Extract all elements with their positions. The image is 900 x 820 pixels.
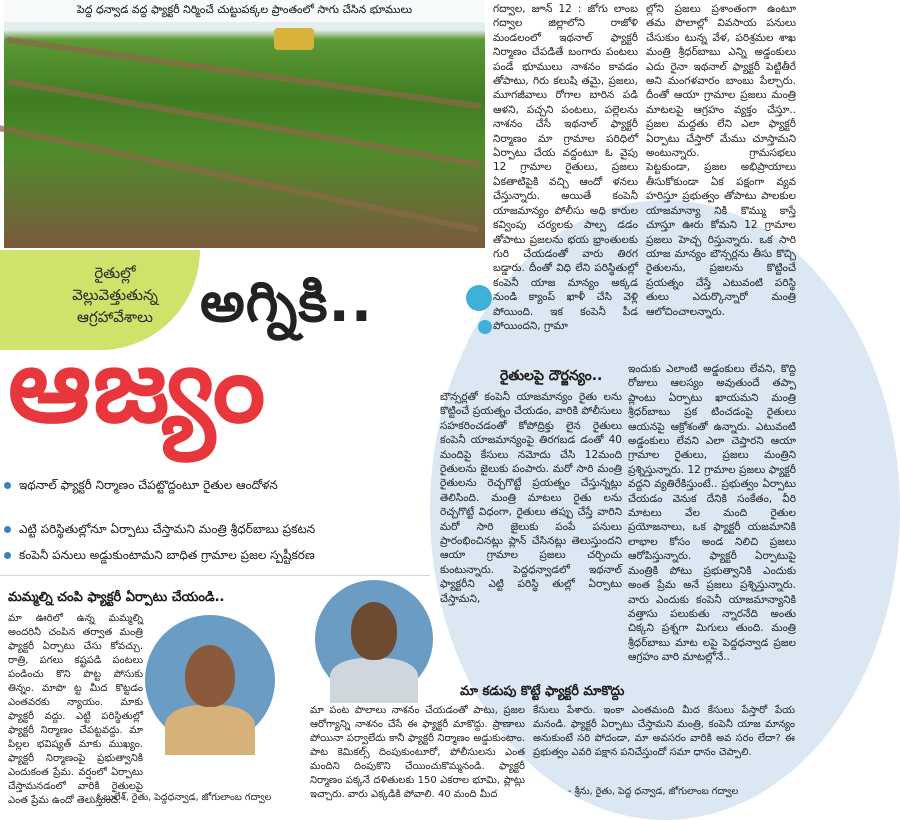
furrow-1 (6, 37, 482, 110)
furrow-2 (7, 78, 481, 167)
headline-main: ఆజ్యం (8, 324, 268, 446)
bullet-dot-icon (4, 482, 11, 489)
dot-icon-small (478, 320, 492, 334)
article-column-1: గద్వాల, జూన్ 12 : జోగు లాంబ గద్వాల జిల్లాలోని రాజోళి మండలంలో ఇథనాల్ ఫ్యాక్టరీ నిర్మాణం చేపడితే బంగారు పంటలు పండే భూములు నాశనం కావడం తోపాటు, గిరు కలుషి తమై, ప్రజలు, మూగజీవాలు రోగాల బారిన పడి ఆళని, పచ్చని పంటలు, పల్లెలను నాశనం చేసే ఇథనాల్ ఫ్యాక్టరీ నిర్మాణం మా గ్రామాల పరిధిలో ఏర్పాటు చేయ వద్దంటూ ఓ వైపు 12 గ్రామాల రైతులు, ప్రజలు ఏకతాటిపైకి వచ్చి ఆందో ళనలు చేస్తున్నారు. అయితే కంపెనీ యాజమాన్యం పోలీసు అధి కారుల కవ్వింపు చర్యలకు పాల్ప డడం తోపాటు ప్రజలను భయ భ్రాంతులకు గురి చేయడంతో వారు తిరగ బడ్డారు. దీంతో విధి లేని పరిస్థితుల్లో కంపెనీ యాజ మాన్యం అక్కడ నుండి క్యాంప్ ఖాళీ చేసి వెళ్లి పోయింది. ఇక కంపెనీ పీడ పోయిందని, గ్రామా (493, 3, 638, 332)
quote1-heading: మమ్మల్ని చంపి ఫ్యాక్టరీ ఏర్పాటు చేయండి.. (8, 590, 225, 605)
bullet-2: ఎట్టి పరిస్థితుల్లోనూ ఏర్పాటు చేస్తామని మంత్రి శ్రీధర్‌బాబు ప్రకటన (4, 522, 444, 539)
dot-icon (466, 285, 492, 311)
article-column-2: ల్లోని ప్రజలు ప్రశాంతంగా ఉంటూ తమ పొలాల్లో వివసాయ పనులు చేసుకుం టున్న వేళ, పరిశ్రమల శాఖ మంత్రి శ్రీధర్‌బాబు ఎన్ని అడ్డంకులు ఎదు రైనా ఇథనాల్ ఫ్యాక్టరీ పెట్టితీరే అని మంగళవారం బాంబు పేల్చారు. దీంతో ఆయా గ్రామాల ప్రజలు మంత్రి మాటలపై ఆగ్రహం వ్యక్తం చేస్తూ.. ప్రజల మద్దతు లేని ఎలా ఫ్యాక్టరీ ఏర్పాటు చేస్తారో మేము చూస్తామని అంటున్నారు. గ్రామసభలు పెట్టకుండా, ప్రజల అభిప్రాయాలు తీసుకోకుండా ఏక పక్షంగా వ్యవ హరిస్తూ ప్రభుత్వం తోపాటు పాలకుల యాజమాన్యా నికి కొమ్ము కాస్తే చూస్తూ ఊరు కోమని 12 గ్రామాల ప్రజలు హెచ్చ రిస్తున్నారు. ఒక సారి యాజ మాన్యం బౌన్సర్లను తీసు కొచ్చి రైతులను, ప్రజలను కొట్టించే ప్రయత్నం చేస్తే ఎటువంటి పరిస్థి తులు ఎదుర్కొన్నారో మంత్రి ఆలోచించాలన్నారు. (646, 3, 796, 318)
divider (0, 575, 430, 576)
bullet-dot-icon (4, 526, 11, 533)
bullet-dot-icon (4, 552, 11, 559)
bullet-1: ఇథనాల్ ఫ్యాక్టరీ నిర్మాణం చేపట్టొద్దంటూ రైతుల ఆందోళన (4, 478, 424, 495)
farmer-portrait-2 (315, 580, 433, 698)
furrow-3 (0, 123, 479, 233)
section2-column-1: బౌన్సర్లతో కంపెనీ యాజమాన్యం రైతు లను కొట్టించే ప్రయత్నం చేయడం, వారికి పోలీసులు సహకరించడంతో కోపోద్రిక్తు లైన రైతులు కంపెనీ యాజమాన్యంపై తిరగబడ డంతో 40 మందిపై కేసులు నమోదు చేసి 12మంది రైతులను జైలుకు పంపారు. మరో సారి మంత్రి రైతులను రెచ్చగొట్టే ప్రయత్నం చేస్తున్నట్లు తెలిసింది. మంత్రి మాటలు రైతు లను రెచ్చగొట్టే విధంగా, రైతులు తప్పు చేస్తే వారిని మరో సారి జైలుకు పంపే పనులు ప్రారంభించినట్లు ప్లాన్ చేసినట్లు తెలుస్తుందని ఆయా గ్రామాల ప్రజలు చర్చించు కుంటున్నారు. పెద్దధన్వాడలో ఇథనాల్ ఫ్యాక్టరీని ఎట్టి పరిస్థి తుల్లో ఏర్పాటు చేస్తామని, (440, 391, 622, 605)
badge-line-1: రైతుల్లో (94, 264, 136, 282)
farmer-portrait-1 (145, 615, 275, 745)
bullet-3: కంపెనీ పనులు అడ్డుకుంటామని బాధిత గ్రామాల ప్రజల స్పష్టీకరణ (4, 548, 444, 565)
quote2-heading: మా కడుపు కొట్టే ఫ్యాక్టరీ మాకొద్దు (460, 684, 625, 699)
quote1-signature: - ఓబులేశ్, రైతు, పెద్దధన్వాడ, జోగులాంబ గద్వాల (90, 792, 272, 803)
tractor-icon (274, 28, 314, 50)
quote2-signature: - శ్రీను, రైతు, పెద్ద ధన్వాడ, జోగులాంబ గద్వాల (568, 786, 739, 797)
field-photo (4, 0, 485, 248)
headline-top: అగ్నికి.. (200, 270, 374, 335)
badge-line-3: ఆగ్రహావేశాలు (77, 308, 153, 326)
subhead-badge-text (10, 262, 220, 328)
quote1-text: మా ఊరిలో ఉన్న మమ్మల్ని అందరినీ చంపిన తర్వాత మంత్రి ఫ్యాక్టరీ ఏర్పాటు చేసు కోవచ్చు. రాత్రి, పగలు కష్టపడి పంటలు పండించు కొని పొట్ట పోసుకు తిన్నం. మాపొ ట్ట మీద కొట్టడం ఎంతవరకు న్యాయం. మాకు ఫ్యాక్టరీ వద్దు. ఎట్టి పరిస్థితుల్లో ఫ్యాక్టరీ నిర్మాణం చేపట్టవద్దు. మా పిల్లల భవిష్యత్ మాకు ముఖ్యం. ఫ్యాక్టరీ నిర్మాణంపై ప్రభుత్వానికి ఎందుకంత ప్రేమ. వర్షంలో ఏర్పాటు చేస్తామనడంలో వారికి రైతులపై ఎంత ప్రేమ ఉందో తెలుస్తుంది. (8, 613, 143, 806)
quote2-text-b: కేసులు పేశారు. ఇంకా ఎంతమంది మీద కేసులు పేస్తారో పేయ మనండి. ఫ్యాక్టరీ ఏర్పాటు చేస్తామని మంత్రి, కంపెనీ యాజ మాన్యం అనుకుంటే సరి పోదండా, మా అవసరం వారికి అవ సరం లేదా? ఈ ప్రభుత్వం ఎవరి పక్షాన పనిచేస్తుందో సమా ధానం చెప్పాలి. (533, 705, 795, 758)
quote2-text-a: మా పంట పొలాలు నాశనం చేయడంతో పాటు, ప్రజల ఆరోగ్యాన్ని నాశనం చేసే ఈ ఫ్యాక్టరీ మాకొద్దు. ప్రాణాలు పోయినా పర్వాలేదు కానీ ఫ్యాక్టరీ నిర్మాణం అడ్డుకుంటాం. పాట కెమికల్స్ దింపుకుంటూరో, పోలీసులను ఎంత మందిని దింపుకొని చేయించుకొమ్మనండి. ఫ్యాక్టరీ నిర్మాణం పక్కనే దళితులకు 150 ఎకరాల భూమి, ప్లాట్లు ఇచ్చారు. వారు ఎక్కడికి పోవాలి. 40 మంది మీద (310, 705, 525, 800)
section2-heading: రైతులపై దౌర్జన్యం.. (500, 368, 603, 384)
photo-caption: పెద్ద ధన్వాడ వద్ద ఫ్యాక్టరీ నిర్మించే చుట్టుపక్కల ప్రాంతంలో సాగు చేసిన భూములు (4, 0, 485, 22)
badge-line-2: వెల్లువెత్తుతున్న (72, 286, 158, 304)
section2-column-2: ఇందుకు ఎలాంటి అడ్డంకులు లేవని, కొద్ది రోజులు ఆలస్యం అవుతుందే తప్పా ప్లాంటు ఏర్పాటు ఖాయమని మంత్రి శ్రీధర్‌బాబు ప్రక టించడంపై రైతులు ఆయనపై ఆక్రోశంతో ఉన్నారు. ఎటువంటి అడ్డంకులు లేవని ఎలా చెప్తారని ఆయా గ్రామాల రైతులు, ప్రజలు మంత్రిని ప్రశ్నిస్తున్నారు. 12 గ్రామాల ప్రజలు ఫ్యాక్టరీ వద్దని వ్యతిరేకిస్తుంటే.. ప్రభుత్వం ఏర్పాటు చేయడం వెనుక దేనికి సంకేతం, వీరి మాటలు వేల మంది రైతుల ప్రయోజనాలు, ఒక ఫ్యాక్టరీ యజమానికి లాభాల కోసం అండ నిలిచి ప్రజలు ఆరోపిస్తున్నారు. ఫ్యాక్టరీ ఏర్పాటుపై మంత్రికి పోటు ప్రభుత్వానికి ఎందుకు అంత ప్రేమ అనే ప్రజలు ప్రశ్నిస్తున్నారు. వారు ఎందుకు కంపెనీ యాజమాన్యానికి వత్తాసు పలుకుతు న్నారనేది అంతు చిక్కని ప్రశ్నగా మిగులు తుంది. మంత్రి శ్రీధర్‌బాబు మాట లపై పెద్దధన్వాడ ప్రజల ఆగ్రహం వారి మాటల్లోనే.. (628, 363, 796, 664)
